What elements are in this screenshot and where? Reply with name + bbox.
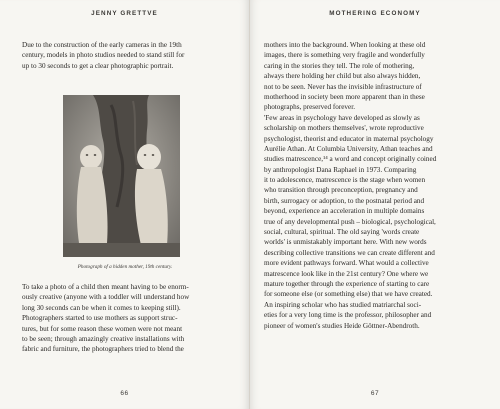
text-line: to be seen; through amazingly creative installations with: [22, 334, 185, 343]
text-line: caring in the stories they tell. The role of mothering,: [264, 61, 415, 70]
text-line: for someone else (or something else) that we have created.: [264, 290, 433, 299]
text-line: ously creative (anyone with a toddler will understand how: [22, 293, 190, 302]
text-line: not to be seen. Never has the invisible infrastructure of: [264, 82, 422, 91]
hidden-mother-photograph: [63, 95, 180, 257]
text-line: eties for a very long time is the professor, philosopher and: [264, 311, 432, 320]
text-line: studies matrescence,¹⁴ a word and concept originally coined: [264, 155, 437, 164]
right-body-text: [264, 40, 482, 331]
text-line: motherhood in society been more apparent than in these: [264, 92, 425, 101]
text-line: it to adolescence, matrescence is the stage when women: [264, 176, 426, 185]
text-line: photographs, preserved forever.: [264, 103, 356, 112]
text-line: Due to the construction of the early cameras in the 19th: [22, 41, 182, 49]
left-top-paragraph: [22, 40, 235, 71]
page-number-right: 67: [370, 390, 380, 397]
text-line: An inspiring scholar who has studied matriarchal soci-: [264, 300, 422, 309]
text-line: images, there is something very fragile and wonderfully: [264, 51, 425, 60]
text-line: mature together through the experience of starting to care: [264, 279, 430, 288]
text-line: worlds' is unmistakably important here. With new words: [264, 238, 427, 247]
photo-caption: Photograph of a hidden mother, 19th century.: [77, 264, 173, 270]
text-line: psychologist, theorist and educator in maternal psychology: [264, 134, 434, 143]
text-line: up to 30 seconds to get a clear photographic portrait.: [22, 61, 174, 70]
text-line: pioneer of women's studies Heide Göttner-Abendroth.: [264, 321, 420, 330]
text-line: scholarship on mothers themselves', wrote reproductive: [264, 124, 424, 133]
text-line: social, cultural, spiritual. The old saying 'words create: [264, 228, 420, 237]
text-line: Aurélie Athan. At Columbia University, Athan teaches and: [264, 144, 433, 153]
text-line: long 30 seconds can be when it comes to keeping still).: [22, 303, 181, 312]
text-line: true of any developmental push – biological, psychological,: [264, 217, 436, 226]
right-page: [250, 0, 500, 409]
text-line: matrescence look like in the 21st century? One where we: [264, 269, 429, 278]
text-line: more evident pathways forward. What would a collective: [264, 259, 429, 268]
page-number-left: 66: [120, 390, 129, 397]
text-line: century, models in photo studios needed to stand still for: [22, 51, 185, 60]
left-bottom-paragraph: [22, 282, 235, 355]
text-line: describing collective transitions we can create different and: [264, 248, 435, 257]
running-head-left: JENNY GRETTVE: [91, 10, 158, 17]
running-head-right: MOTHERING ECONOMY: [329, 10, 421, 17]
text-line: tures, but for some reason these women were not meant: [22, 324, 183, 333]
text-line: fabric and furniture, the photographers tried to blend the: [22, 345, 184, 354]
text-line: birth, surrogacy or adoption, to the postnatal period and: [264, 196, 425, 205]
photograph-image: [63, 95, 180, 257]
text-line: Photographers started to use mothers as support struc-: [22, 314, 178, 323]
text-line: To take a photo of a child then meant having to be enorm-: [22, 283, 189, 291]
text-line: always there holding her child but also always hidden,: [264, 72, 421, 81]
text-line: who transition through preconception, pregnancy and: [264, 186, 418, 195]
text-line: 'Few areas in psychology have developed as slowly as: [264, 113, 420, 122]
text-line: beyond, experience an acceleration in multiple domains: [264, 207, 425, 216]
text-line: by anthropologist Dana Raphael in 1973. Comparing: [264, 165, 417, 174]
text-line: mothers into the background. When looking at these old: [264, 41, 426, 49]
